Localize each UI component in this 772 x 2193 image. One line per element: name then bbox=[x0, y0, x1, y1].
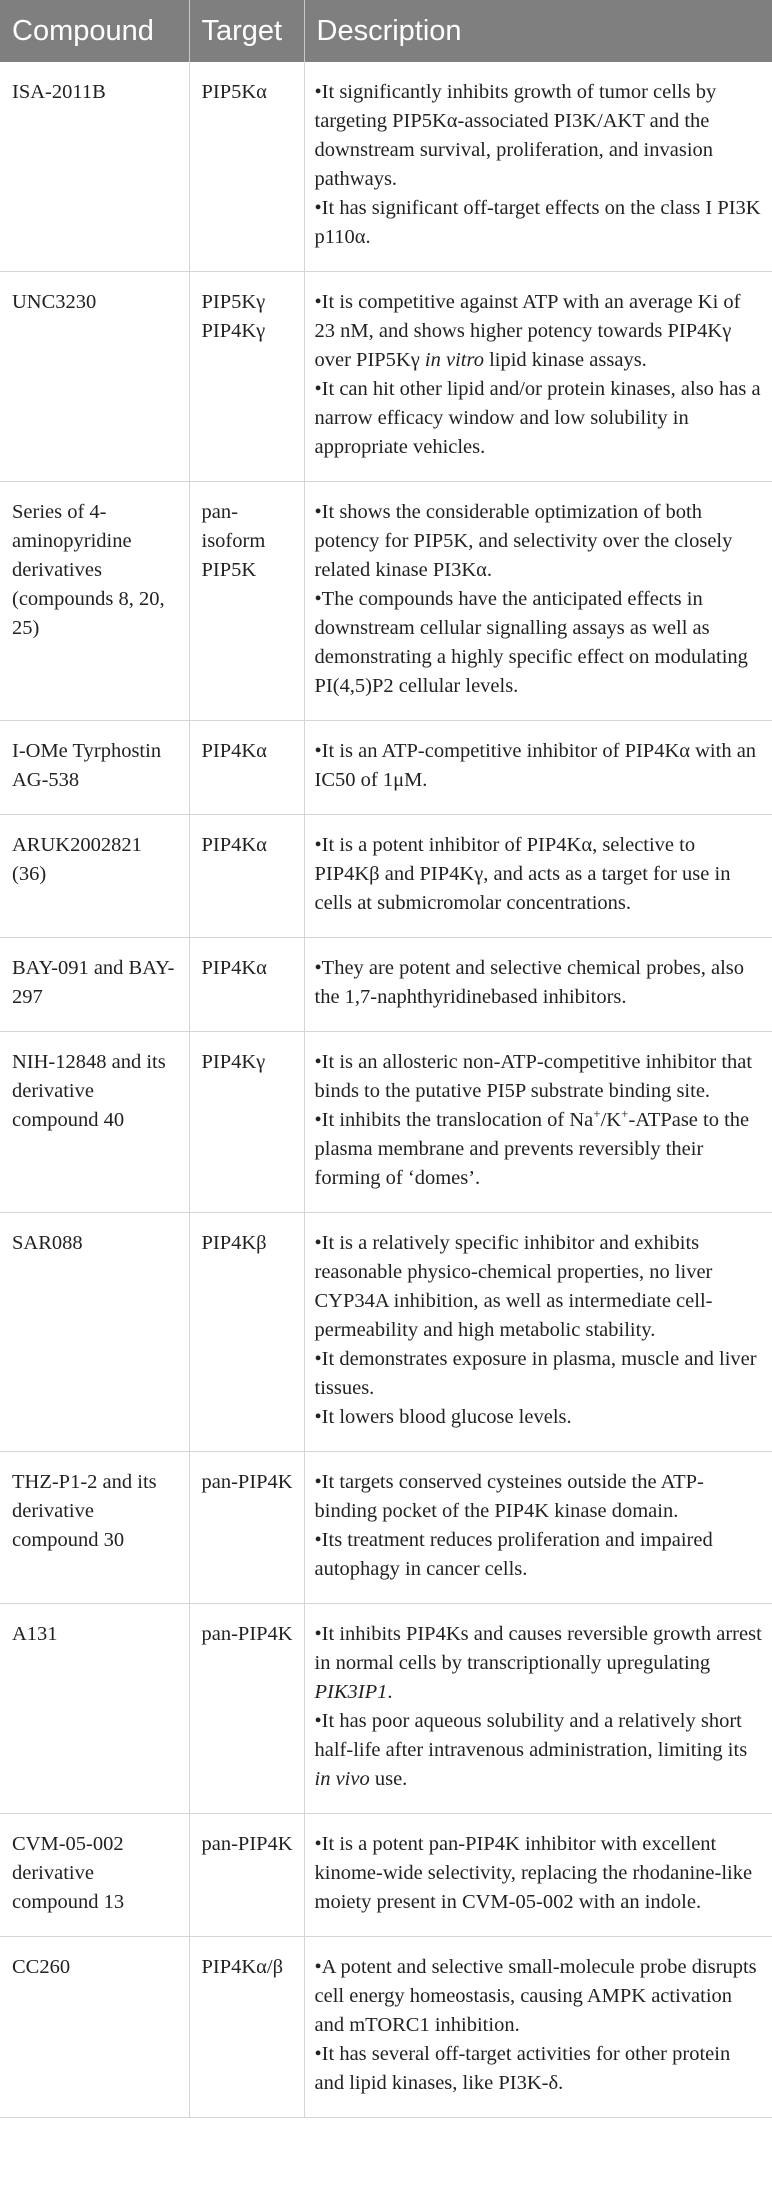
compound-cell: BAY-091 and BAY-297 bbox=[0, 938, 189, 1032]
description-cell bbox=[304, 62, 772, 272]
compound-cell: CVM-05-002 derivative compound 13 bbox=[0, 1814, 189, 1937]
target-cell: PIP4Kγ bbox=[189, 1032, 304, 1213]
table-row bbox=[0, 1452, 772, 1604]
table-header-row bbox=[0, 0, 772, 62]
description-bullet: •It is a potent pan-PIP4K inhibitor with excellent kinome-wide selectivity, replacing the rhodanine-like moiety present in CVM-05-002 with an indole. bbox=[314, 1833, 753, 1913]
table-row bbox=[0, 721, 772, 815]
description-cell bbox=[304, 1814, 772, 1937]
description-cell bbox=[304, 721, 772, 815]
description-cell bbox=[304, 1213, 772, 1452]
compound-cell: ARUK2002821 (36) bbox=[0, 815, 189, 938]
compound-cell: A131 bbox=[0, 1604, 189, 1814]
table-row bbox=[0, 62, 772, 272]
description-bullet: •It inhibits the translocation of Na+/K+-ATPase to the plasma membrane and prevents reversibly their forming of ‘domes’. bbox=[314, 1106, 750, 1189]
description-bullet: •It is an ATP-competitive inhibitor of PIP4Kα with an IC50 of 1μM. bbox=[314, 740, 757, 791]
description-bullet: •It targets conserved cysteines outside the ATP-binding pocket of the PIP4K kinase domain. bbox=[314, 1471, 704, 1522]
compound-cell: CC260 bbox=[0, 1937, 189, 2118]
description-bullet: •It has poor aqueous solubility and a relatively short half-life after intravenous administration, limiting its in vivo use. bbox=[314, 1710, 748, 1790]
description-bullet: •The compounds have the anticipated effects in downstream cellular signalling assays as well as demonstrating a highly specific effect on modulating PI(4,5)P2 cellular levels. bbox=[314, 588, 748, 697]
description-bullet: •It lowers blood glucose levels. bbox=[314, 1406, 572, 1428]
compound-cell: NIH-12848 and its derivative compound 40 bbox=[0, 1032, 189, 1213]
description-bullet: •It is a relatively specific inhibitor and exhibits reasonable physico-chemical properties, no liver CYP34A inhibition, as well as intermediate cell-permeability and high metabolic stability. bbox=[314, 1232, 713, 1341]
description-bullet: •It is a potent inhibitor of PIP4Kα, selective to PIP4Kβ and PIP4Kγ, and acts as a target for use in cells at submicromolar concentrations. bbox=[314, 834, 731, 914]
description-bullet: •It shows the considerable optimization of both potency for PIP5K, and selectivity over the closely related kinase PI3Kα. bbox=[314, 501, 733, 581]
description-cell bbox=[304, 1452, 772, 1604]
description-bullet: •It demonstrates exposure in plasma, muscle and liver tissues. bbox=[314, 1348, 757, 1399]
description-cell bbox=[304, 272, 772, 482]
description-bullet: •It has several off-target activities for other protein and lipid kinases, like PI3K-δ. bbox=[314, 2043, 731, 2094]
table-row bbox=[0, 815, 772, 938]
target-cell: PIP4Kα bbox=[189, 815, 304, 938]
table-row bbox=[0, 1604, 772, 1814]
description-cell bbox=[304, 815, 772, 938]
target-cell: pan-PIP4K bbox=[189, 1814, 304, 1937]
target-cell: pan-isoform PIP5K bbox=[189, 482, 304, 721]
description-bullet: •It inhibits PIP4Ks and causes reversible growth arrest in normal cells by transcriptionally upregulating PIK3IP1. bbox=[314, 1623, 762, 1703]
target-cell: PIP5Kγ PIP4Kγ bbox=[189, 272, 304, 482]
description-bullet: •It significantly inhibits growth of tumor cells by targeting PIP5Kα-associated PI3K/AKT and the downstream survival, proliferation, and invasion pathways. bbox=[314, 81, 717, 190]
description-cell bbox=[304, 1032, 772, 1213]
description-cell bbox=[304, 482, 772, 721]
compound-cell: I-OMe Tyrphostin AG-538 bbox=[0, 721, 189, 815]
table-row bbox=[0, 272, 772, 482]
description-bullet: •It is an allosteric non-ATP-competitive inhibitor that binds to the putative PI5P substrate binding site. bbox=[314, 1051, 753, 1102]
table-row bbox=[0, 1032, 772, 1213]
description-cell bbox=[304, 1937, 772, 2118]
target-cell: pan-PIP4K bbox=[189, 1604, 304, 1814]
header-description: Description bbox=[304, 0, 772, 62]
header-target: Target bbox=[189, 0, 304, 62]
target-cell: PIP4Kα bbox=[189, 721, 304, 815]
compound-cell: ISA-2011B bbox=[0, 62, 189, 272]
compound-cell: Series of 4-aminopyridine derivatives (compounds 8, 20, 25) bbox=[0, 482, 189, 721]
table-row bbox=[0, 482, 772, 721]
compound-cell: UNC3230 bbox=[0, 272, 189, 482]
target-cell: pan-PIP4K bbox=[189, 1452, 304, 1604]
table-row bbox=[0, 938, 772, 1032]
description-cell bbox=[304, 1604, 772, 1814]
description-bullet: •They are potent and selective chemical probes, also the 1,7-naphthyridinebased inhibitors. bbox=[314, 957, 745, 1008]
compound-cell: SAR088 bbox=[0, 1213, 189, 1452]
description-bullet: •It has significant off-target effects on the class I PI3K p110α. bbox=[314, 197, 761, 248]
description-cell bbox=[304, 938, 772, 1032]
table-row bbox=[0, 1937, 772, 2118]
target-cell: PIP4Kα bbox=[189, 938, 304, 1032]
table-row bbox=[0, 1814, 772, 1937]
description-bullet: •Its treatment reduces proliferation and impaired autophagy in cancer cells. bbox=[314, 1529, 713, 1580]
description-bullet: •A potent and selective small-molecule probe disrupts cell energy homeostasis, causing AMPK activation and mTORC1 inhibition. bbox=[314, 1956, 757, 2036]
target-cell: PIP5Kα bbox=[189, 62, 304, 272]
table-row bbox=[0, 1213, 772, 1452]
header-compound: Compound bbox=[0, 0, 189, 62]
target-cell: PIP4Kβ bbox=[189, 1213, 304, 1452]
description-bullet: •It is competitive against ATP with an average Ki of 23 nM, and shows higher potency towards PIP4Kγ over PIP5Kγ in vitro lipid kinase assays. bbox=[314, 291, 741, 371]
compound-cell: THZ-P1-2 and its derivative compound 30 bbox=[0, 1452, 189, 1604]
description-bullet: •It can hit other lipid and/or protein kinases, also has a narrow efficacy window and low solubility in appropriate vehicles. bbox=[314, 378, 761, 458]
table-body bbox=[0, 62, 772, 2118]
target-cell: PIP4Kα/β bbox=[189, 1937, 304, 2118]
